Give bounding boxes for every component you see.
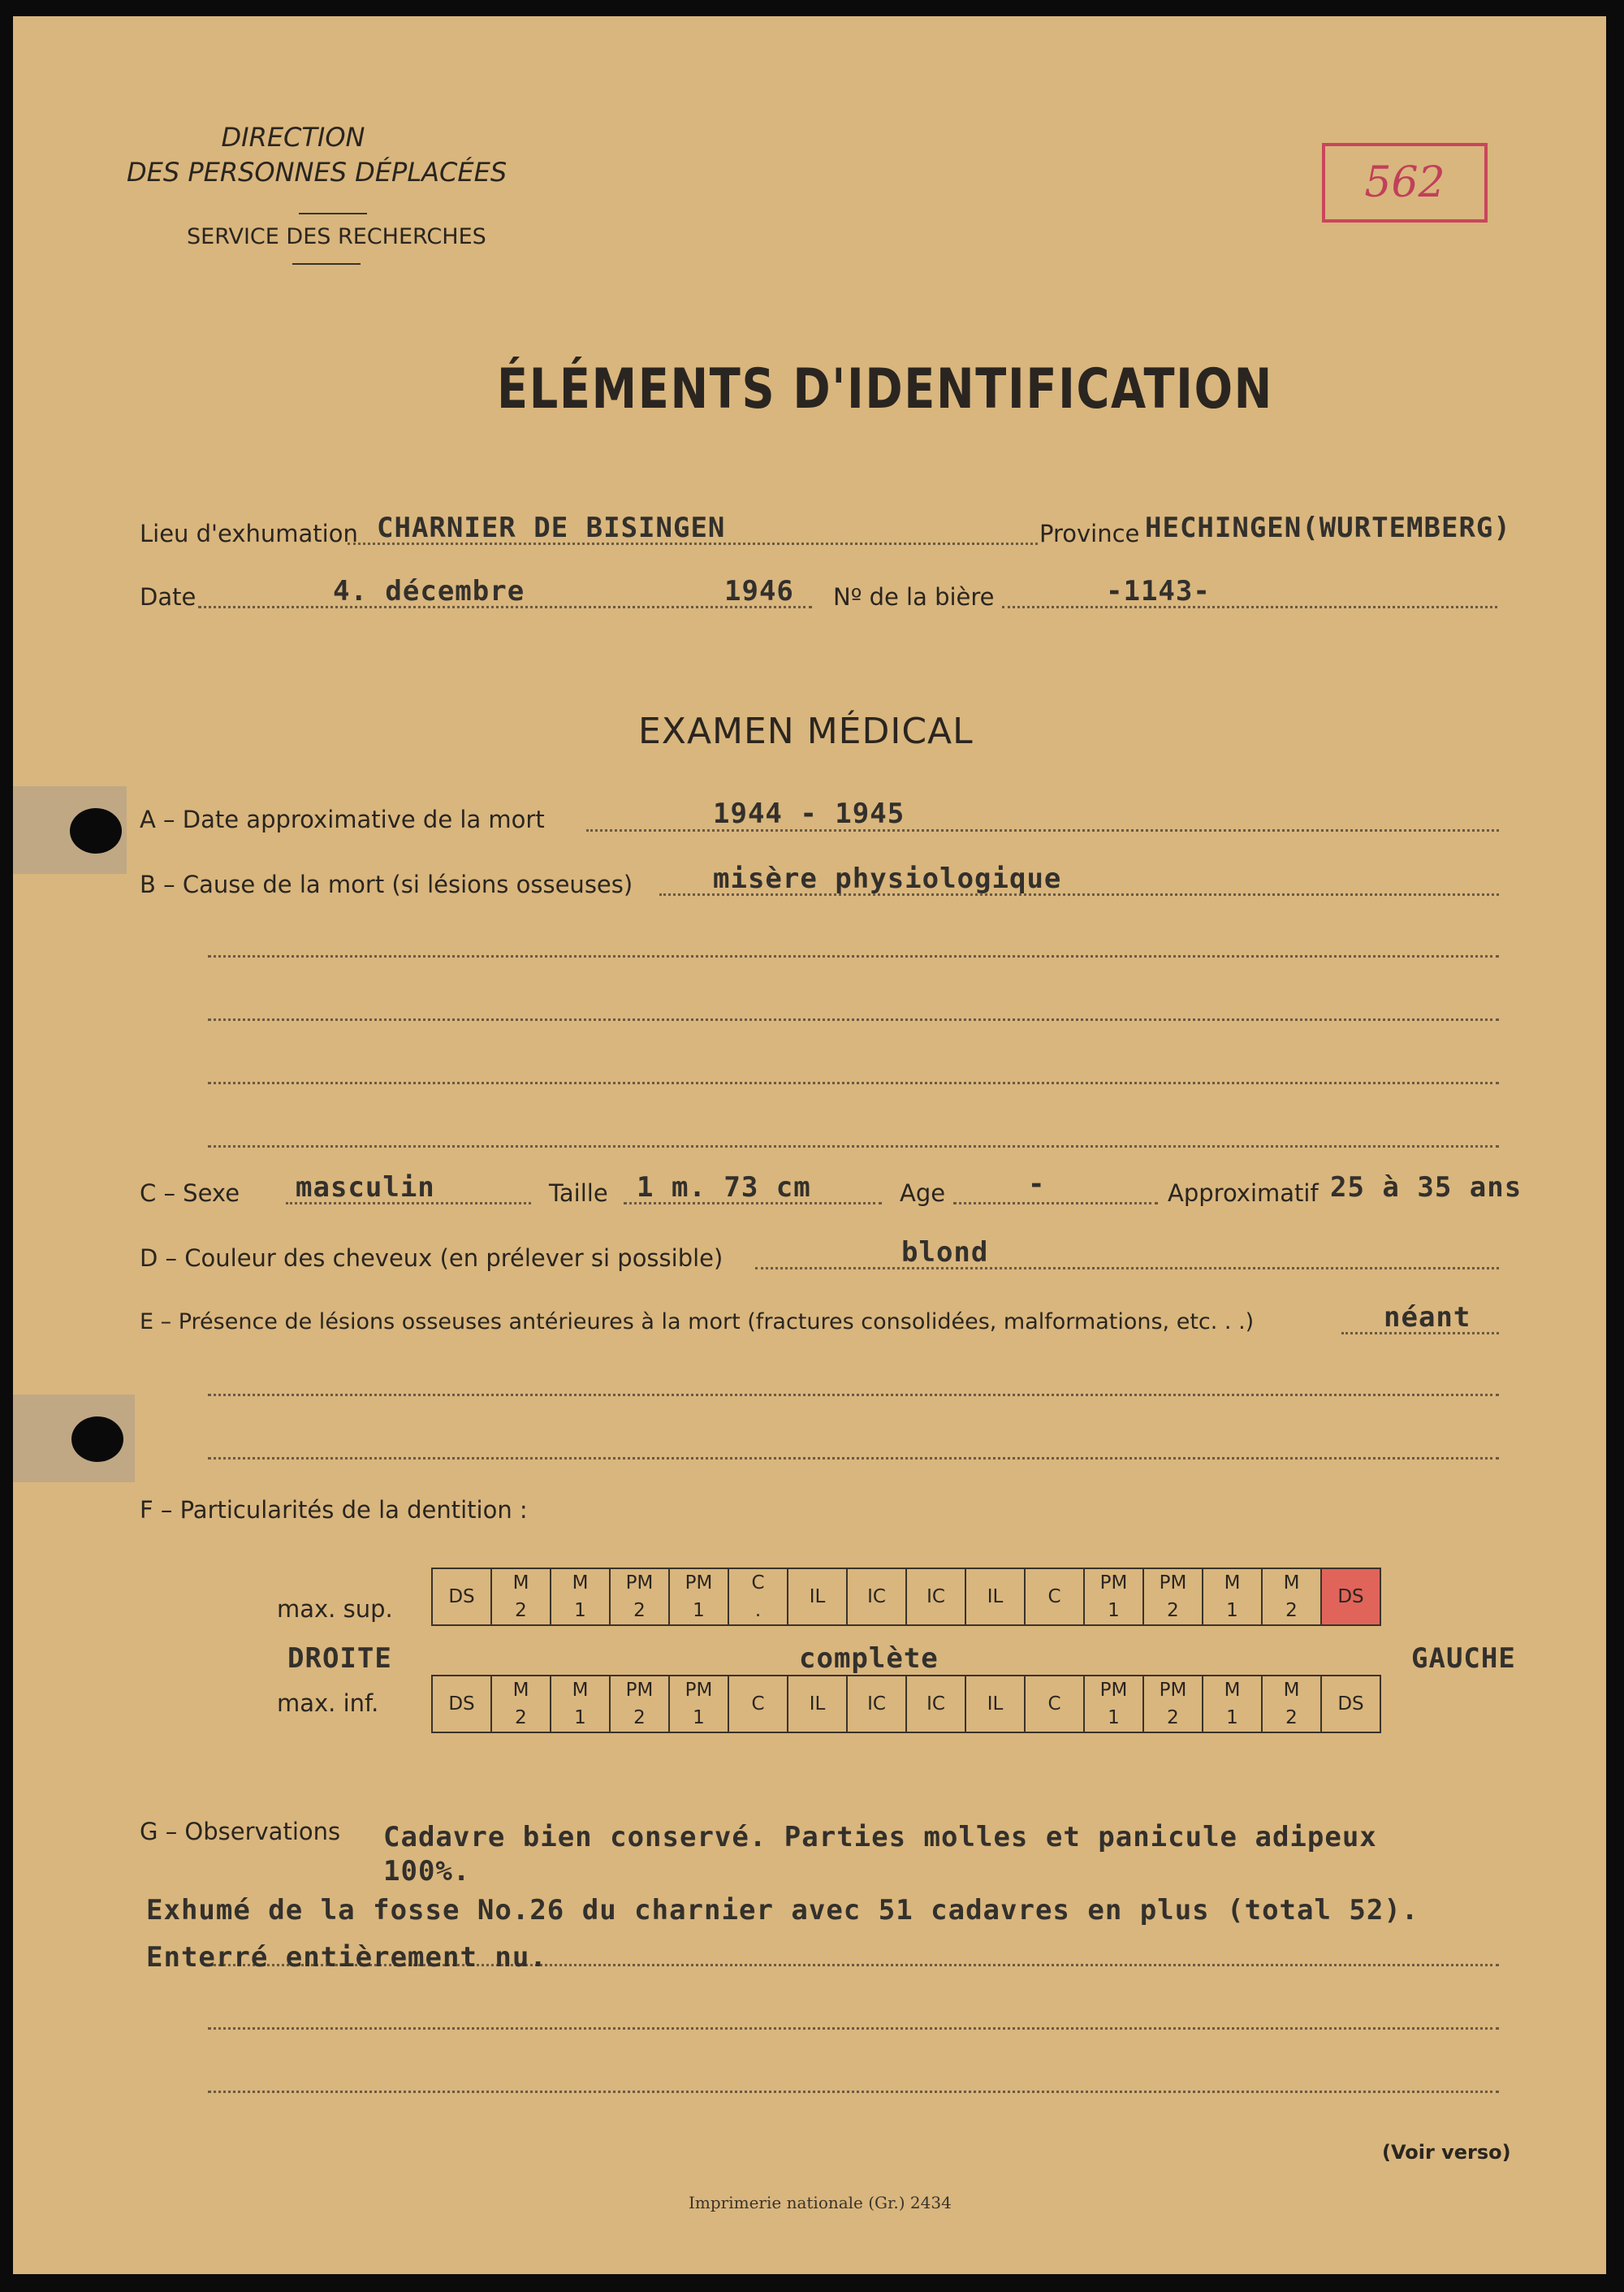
tooth-cell [1203, 1676, 1262, 1732]
tooth-cell [1025, 1568, 1084, 1625]
lower-teeth-chart [431, 1675, 1381, 1733]
tooth-cell [728, 1676, 788, 1732]
tooth-number: 1 [1108, 1600, 1120, 1621]
tooth-cell [906, 1676, 965, 1732]
tooth-cell [1025, 1676, 1084, 1732]
field-g-label: G – Observations [140, 1818, 341, 1845]
field-c-label: C – Sexe [140, 1179, 240, 1207]
tooth-type: PM [685, 1572, 713, 1594]
biere-value: -1143- [1106, 575, 1211, 608]
tooth-type: PM [685, 1680, 713, 1701]
tooth-type: C [1047, 1586, 1061, 1607]
tooth-type: M [572, 1680, 589, 1701]
file-number-stamp: 562 [1322, 143, 1488, 223]
tooth-number: 2 [1285, 1600, 1298, 1621]
tooth-type: M [512, 1680, 529, 1701]
field-b-value: misère physiologique [713, 863, 1062, 895]
tooth-cell [906, 1568, 965, 1625]
observation-line-4: Enterré entièrement nu. [146, 1941, 547, 1974]
header-personnes: DES PERSONNES DÉPLACÉES [127, 157, 508, 188]
tooth-number: 2 [633, 1600, 646, 1621]
tooth-number: 1 [1226, 1707, 1238, 1728]
date-value: 4. décembre [333, 575, 525, 608]
tooth-type: M [1224, 1572, 1241, 1594]
observation-line-1: Cadavre bien conservé. Parties molles et panicule adipeux [383, 1821, 1377, 1853]
tooth-type: PM [1099, 1680, 1128, 1701]
tooth-type: IL [809, 1586, 826, 1607]
document-page [13, 16, 1606, 2274]
tooth-cell [432, 1568, 491, 1625]
tooth-type: M [1283, 1680, 1300, 1701]
punch-hole [71, 1416, 123, 1462]
tooth-number: 2 [633, 1707, 646, 1728]
tooth-type: IC [926, 1693, 945, 1715]
tooth-cell [728, 1568, 788, 1625]
tooth-cell [1203, 1568, 1262, 1625]
field-c-age-label: Age [900, 1179, 946, 1207]
side-left-label: GAUCHE [1411, 1642, 1516, 1675]
field-d-label: D – Couleur des cheveux (en prélever si possible) [140, 1244, 723, 1272]
punch-hole [70, 808, 122, 854]
tooth-cell [1262, 1676, 1321, 1732]
tooth-type: IC [867, 1693, 886, 1715]
section-title: EXAMEN MÉDICAL [638, 711, 974, 752]
tooth-cell [1321, 1676, 1380, 1732]
field-b-label: B – Cause de la mort (si lésions osseuses) [140, 871, 633, 898]
header-rule [299, 213, 367, 214]
tooth-cell [610, 1568, 669, 1625]
tooth-type: DS [1337, 1586, 1364, 1607]
dentition-note: complète [799, 1642, 939, 1675]
header-rule [292, 263, 361, 265]
field-f-label: F – Particularités de la dentition : [140, 1496, 528, 1524]
tooth-cell [847, 1568, 906, 1625]
tooth-number: 2 [515, 1707, 527, 1728]
dent-inf-label: max. inf. [277, 1689, 379, 1717]
tooth-number: 2 [515, 1600, 527, 1621]
upper-teeth-chart [431, 1568, 1381, 1626]
tooth-type: PM [1099, 1572, 1128, 1594]
tooth-number: 1 [693, 1600, 705, 1621]
field-e-label: E – Présence de lésions osseuses antérieures à la mort (fractures consolidées, malformations, etc. . .) [140, 1309, 1255, 1334]
dent-sup-label: max. sup. [277, 1595, 393, 1623]
field-c-approx: 25 à 35 ans [1330, 1171, 1522, 1204]
tooth-cell [1321, 1568, 1380, 1625]
tooth-number: 1 [1226, 1600, 1238, 1621]
tooth-cell [1262, 1568, 1321, 1625]
side-right-label: DROITE [287, 1642, 392, 1675]
field-c-taille-label: Taille [549, 1179, 608, 1207]
tooth-cell [669, 1568, 728, 1625]
tooth-type: IC [926, 1586, 945, 1607]
tooth-cell [965, 1676, 1025, 1732]
field-c-approx-label: Approximatif [1168, 1179, 1319, 1207]
field-d-value: blond [901, 1236, 989, 1269]
tooth-number: 1 [1108, 1707, 1120, 1728]
tooth-type: PM [625, 1680, 654, 1701]
date-year: 1946 [724, 575, 794, 608]
tooth-cell [1143, 1676, 1203, 1732]
tooth-cell [491, 1676, 551, 1732]
tooth-cell [551, 1676, 610, 1732]
tooth-type: PM [1159, 1572, 1187, 1594]
tooth-cell [788, 1568, 847, 1625]
lieu-value: CHARNIER DE BISINGEN [377, 512, 726, 544]
tooth-cell [965, 1568, 1025, 1625]
tooth-type: C [751, 1693, 765, 1715]
tooth-type: DS [448, 1586, 475, 1607]
tooth-type: M [572, 1572, 589, 1594]
tooth-cell [847, 1676, 906, 1732]
lieu-label: Lieu d'exhumation [140, 520, 358, 547]
voir-verso: (Voir verso) [1382, 2141, 1511, 2164]
tooth-type: DS [448, 1693, 475, 1715]
header-direction: DIRECTION [221, 122, 365, 153]
tooth-type: C [751, 1572, 765, 1594]
tooth-number: . [754, 1600, 762, 1621]
tooth-number: 1 [574, 1600, 586, 1621]
tooth-number: 1 [693, 1707, 705, 1728]
tooth-type: PM [1159, 1680, 1187, 1701]
tooth-type: DS [1337, 1693, 1364, 1715]
observation-line-3: Exhumé de la fosse No.26 du charnier avec 51 cadavres en plus (total 52). [146, 1894, 1419, 1927]
tooth-cell [551, 1568, 610, 1625]
tooth-number: 2 [1167, 1707, 1179, 1728]
field-c-age: - [1028, 1168, 1046, 1200]
tooth-type: PM [625, 1572, 654, 1594]
tooth-type: M [512, 1572, 529, 1594]
tooth-type: M [1283, 1572, 1300, 1594]
tooth-type: IL [987, 1693, 1004, 1715]
tooth-cell [610, 1676, 669, 1732]
field-c-sexe: masculin [296, 1171, 435, 1204]
tooth-cell [432, 1676, 491, 1732]
tooth-type: C [1047, 1693, 1061, 1715]
tooth-cell [788, 1676, 847, 1732]
tooth-cell [491, 1568, 551, 1625]
province-label: Province [1039, 520, 1140, 547]
field-a-value: 1944 - 1945 [713, 798, 905, 830]
tooth-cell [1084, 1568, 1143, 1625]
printer-imprint: Imprimerie nationale (Gr.) 2434 [689, 2193, 952, 2212]
page-title: ÉLÉMENTS D'IDENTIFICATION [497, 357, 1273, 422]
tooth-cell [669, 1676, 728, 1732]
province-value: HECHINGEN(WURTEMBERG) [1145, 512, 1511, 544]
field-c-taille: 1 m. 73 cm [637, 1171, 811, 1204]
tooth-type: M [1224, 1680, 1241, 1701]
tooth-type: IL [809, 1693, 826, 1715]
tooth-type: IC [867, 1586, 886, 1607]
tooth-number: 2 [1167, 1600, 1179, 1621]
tooth-type: IL [987, 1586, 1004, 1607]
header-service: SERVICE DES RECHERCHES [187, 224, 486, 249]
field-a-label: A – Date approximative de la mort [140, 806, 545, 833]
tooth-cell [1084, 1676, 1143, 1732]
tooth-number: 1 [574, 1707, 586, 1728]
biere-label: Nº de la bière [833, 583, 995, 611]
tooth-cell [1143, 1568, 1203, 1625]
tooth-number: 2 [1285, 1707, 1298, 1728]
date-label: Date [140, 583, 197, 611]
observation-line-2: 100%. [383, 1855, 471, 1888]
field-e-value: néant [1384, 1301, 1471, 1334]
